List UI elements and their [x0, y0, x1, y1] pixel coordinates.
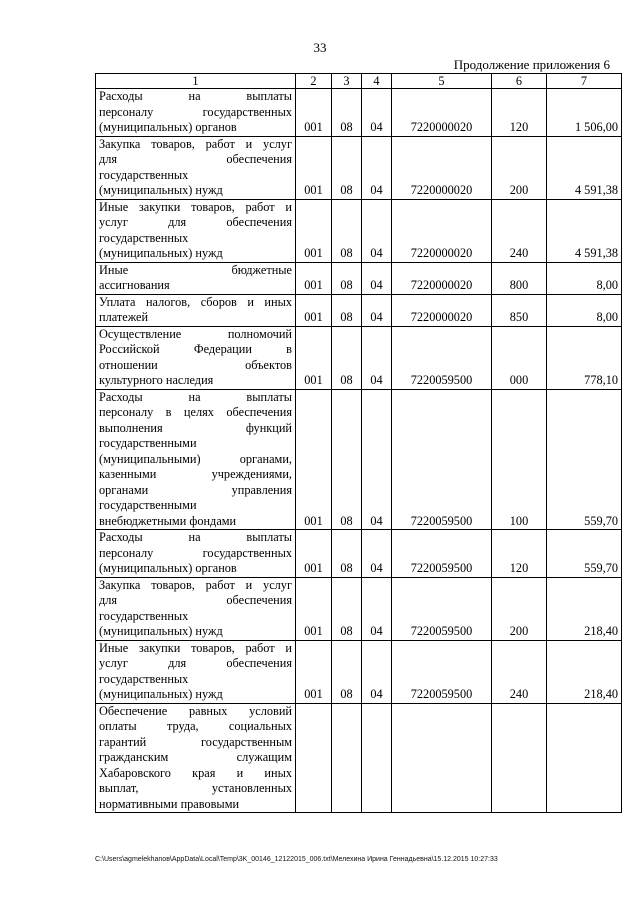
description-line: (муниципальных) органов — [99, 120, 237, 134]
row-description — [96, 294, 296, 326]
row-description — [96, 262, 296, 294]
section-code: 08 — [332, 294, 362, 326]
target-article-code: 7220059500 — [392, 640, 492, 703]
description-line: гарантий государственным — [99, 734, 292, 749]
amount: 8,00 — [547, 294, 622, 326]
row-description — [96, 326, 296, 389]
subsection-code: 04 — [362, 389, 392, 530]
description-line: Расходы на выплаты — [99, 389, 292, 404]
amount: 559,70 — [547, 389, 622, 530]
expense-type-code: 850 — [492, 294, 547, 326]
description-line: оплаты труда, социальных — [99, 719, 292, 733]
column-header: 1 — [96, 74, 296, 89]
description-line: Расходы на выплаты — [99, 530, 292, 544]
target-article-code: 7220059500 — [392, 326, 492, 389]
budget-table-container — [95, 73, 622, 813]
table-row — [96, 199, 622, 262]
amount: 4 591,38 — [547, 199, 622, 262]
description-line: культурного наследия — [99, 373, 214, 387]
description-line: Обеспечение равных условий — [99, 703, 292, 718]
row-description — [96, 530, 296, 578]
description-line: (муниципальных) органов — [99, 561, 237, 575]
amount: 218,40 — [547, 577, 622, 640]
description-line: Осуществление полномочий — [99, 326, 292, 341]
expense-type-code: 200 — [492, 136, 547, 199]
row-description — [96, 136, 296, 199]
description-line: гражданским служащим — [99, 750, 292, 764]
description-line: Иные закупки товаров, работ и — [99, 640, 292, 655]
amount: 1 506,00 — [547, 89, 622, 137]
table-body — [96, 74, 622, 813]
row-description — [96, 640, 296, 703]
description-line: (муниципальных) нужд — [99, 624, 223, 638]
description-line: персоналу государственных — [99, 545, 292, 560]
description-line: государственных — [99, 167, 189, 182]
table-row — [96, 262, 622, 294]
ministry-code — [296, 703, 332, 813]
column-header: 5 — [392, 74, 492, 89]
table-row — [96, 640, 622, 703]
table-row — [96, 326, 622, 389]
table-header-row — [96, 74, 622, 89]
section-code: 08 — [332, 389, 362, 530]
description-line: государственных — [99, 671, 189, 686]
subsection-code: 04 — [362, 136, 392, 199]
subsection-code: 04 — [362, 89, 392, 137]
subsection-code: 04 — [362, 577, 392, 640]
description-line: ассигнования — [99, 278, 170, 292]
target-article-code: 7220000020 — [392, 136, 492, 199]
amount — [547, 703, 622, 813]
column-header: 2 — [296, 74, 332, 89]
continuation-label: Продолжение приложения 6 — [453, 57, 610, 72]
description-line: казенными учреждениями, — [99, 467, 292, 481]
table-row — [96, 530, 622, 578]
table-row — [96, 136, 622, 199]
amount: 218,40 — [547, 640, 622, 703]
expense-type-code: 800 — [492, 262, 547, 294]
expense-type-code: 100 — [492, 389, 547, 530]
description-line: государственными — [99, 436, 197, 450]
amount: 778,10 — [547, 326, 622, 389]
description-line: выполнения функций — [99, 420, 292, 435]
table-row — [96, 389, 622, 530]
expense-type-code: 240 — [492, 199, 547, 262]
ministry-code: 001 — [296, 262, 332, 294]
section-code: 08 — [332, 199, 362, 262]
description-line: Закупка товаров, работ и услуг — [99, 136, 292, 151]
row-description — [96, 199, 296, 262]
ministry-code: 001 — [296, 326, 332, 389]
expense-type-code: 120 — [492, 89, 547, 137]
target-article-code: 7220000020 — [392, 199, 492, 262]
description-line: государственных — [99, 608, 189, 623]
column-header: 6 — [492, 74, 547, 89]
description-line: Уплата налогов, сборов и иных — [99, 294, 292, 309]
description-line: Закупка товаров, работ и услуг — [99, 577, 292, 592]
amount: 8,00 — [547, 262, 622, 294]
row-description — [96, 703, 296, 813]
row-description — [96, 389, 296, 530]
section-code: 08 — [332, 640, 362, 703]
section-code: 08 — [332, 89, 362, 137]
page-number: 33 — [313, 40, 327, 55]
description-line: внебюджетными фондами — [99, 513, 237, 528]
amount: 559,70 — [547, 530, 622, 578]
description-line: для обеспечения — [99, 593, 292, 607]
description-line: (муниципальными) органами, — [99, 451, 292, 466]
column-header: 7 — [547, 74, 622, 89]
section-code: 08 — [332, 136, 362, 199]
description-line: Российской Федерации в — [99, 342, 292, 356]
expense-type-code: 120 — [492, 530, 547, 578]
ministry-code: 001 — [296, 89, 332, 137]
target-article-code: 7220000020 — [392, 294, 492, 326]
target-article-code: 7220059500 — [392, 530, 492, 578]
description-line: нормативными правовыми — [99, 796, 240, 811]
subsection-code: 04 — [362, 640, 392, 703]
table-row — [96, 577, 622, 640]
ministry-code: 001 — [296, 199, 332, 262]
section-code — [332, 703, 362, 813]
ministry-code: 001 — [296, 389, 332, 530]
description-line: для обеспечения — [99, 152, 292, 166]
description-line: отношении объектов — [99, 357, 292, 372]
target-article-code: 7220059500 — [392, 577, 492, 640]
description-line: услуг для обеспечения — [99, 215, 292, 229]
expense-type-code: 000 — [492, 326, 547, 389]
ministry-code: 001 — [296, 294, 332, 326]
description-line: (муниципальных) нужд — [99, 687, 223, 701]
description-line: персоналу в целях обеспечения — [99, 405, 292, 419]
budget-table — [95, 73, 622, 813]
subsection-code: 04 — [362, 326, 392, 389]
column-header: 3 — [332, 74, 362, 89]
table-row — [96, 294, 622, 326]
description-line: (муниципальных) нужд — [99, 246, 223, 260]
description-line: Иные бюджетные — [99, 262, 292, 277]
description-line: выплат, установленных — [99, 781, 292, 795]
expense-type-code: 200 — [492, 577, 547, 640]
expense-type-code — [492, 703, 547, 813]
section-code: 08 — [332, 326, 362, 389]
description-line: органами управления — [99, 482, 292, 497]
ministry-code: 001 — [296, 136, 332, 199]
section-code: 08 — [332, 530, 362, 578]
description-line: услуг для обеспечения — [99, 656, 292, 670]
file-path-footer: C:\Users\agmelekhanов\AppData\Local\Temp\3K_00146_12122015_006.txt\Мелехина Ирина Геннадьевна\15.12.2015 10:27:33 — [95, 856, 498, 863]
subsection-code — [362, 703, 392, 813]
row-description — [96, 577, 296, 640]
target-article-code: 7220000020 — [392, 262, 492, 294]
subsection-code: 04 — [362, 294, 392, 326]
section-code: 08 — [332, 262, 362, 294]
expense-type-code: 240 — [492, 640, 547, 703]
description-line: (муниципальных) нужд — [99, 183, 223, 197]
description-line: Иные закупки товаров, работ и — [99, 199, 292, 214]
subsection-code: 04 — [362, 262, 392, 294]
table-row — [96, 89, 622, 137]
description-line: платежей — [99, 310, 149, 324]
description-line: государственными — [99, 498, 197, 512]
description-line: государственных — [99, 230, 189, 245]
ministry-code: 001 — [296, 577, 332, 640]
section-code: 08 — [332, 577, 362, 640]
ministry-code: 001 — [296, 640, 332, 703]
description-line: Расходы на выплаты — [99, 89, 292, 103]
amount: 4 591,38 — [547, 136, 622, 199]
subsection-code: 04 — [362, 530, 392, 578]
target-article-code: 7220059500 — [392, 389, 492, 530]
description-line: Хабаровского края и иных — [99, 765, 292, 780]
description-line: персоналу государственных — [99, 104, 292, 119]
subsection-code: 04 — [362, 199, 392, 262]
ministry-code: 001 — [296, 530, 332, 578]
target-article-code: 7220000020 — [392, 89, 492, 137]
column-header: 4 — [362, 74, 392, 89]
table-row — [96, 703, 622, 813]
target-article-code — [392, 703, 492, 813]
row-description — [96, 89, 296, 137]
